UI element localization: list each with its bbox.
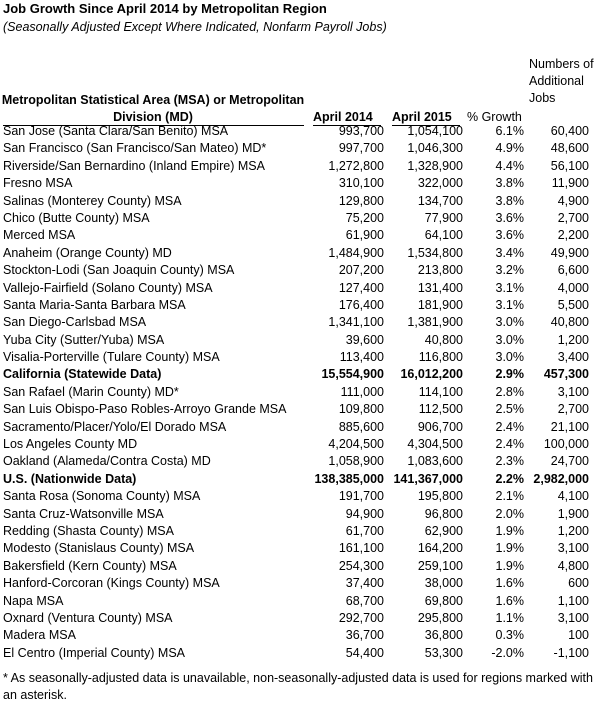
table-row [0, 523, 604, 540]
cell-april-2014: 68,700 [345, 593, 384, 608]
cell-april-2014: 37,400 [345, 576, 384, 591]
cell-growth: 3.1% [495, 280, 524, 295]
cell-region: Vallejo-Fairfield (Solano County) MSA [3, 280, 213, 295]
cell-april-2015: 36,800 [424, 628, 463, 643]
cell-growth: 2.9% [495, 367, 524, 382]
cell-additional-jobs: 3,100 [557, 610, 589, 625]
cell-april-2015: 116,800 [418, 350, 463, 365]
cell-additional-jobs: 1,100 [557, 593, 589, 608]
table-row [0, 506, 604, 523]
cell-additional-jobs: 2,700 [557, 402, 589, 417]
table-row [0, 453, 604, 470]
cell-region: El Centro (Imperial County) MSA [3, 645, 186, 660]
cell-region: Santa Rosa (Sonoma County) MSA [3, 489, 201, 504]
cell-april-2014: 310,100 [338, 176, 384, 191]
table-row [0, 419, 604, 436]
column-header-april-2015: April 2015 [392, 110, 452, 124]
cell-additional-jobs: 6,600 [557, 263, 589, 278]
cell-april-2014: 4,204,500 [328, 437, 384, 452]
cell-additional-jobs: 600 [568, 576, 589, 591]
column-header-april-2014: April 2014 [313, 110, 373, 124]
cell-growth: 2.5% [495, 402, 524, 417]
page-title: Job Growth Since April 2014 by Metropolitan Region [3, 1, 327, 16]
cell-april-2014: 207,200 [338, 263, 384, 278]
cell-growth: 2.1% [495, 489, 524, 504]
cell-additional-jobs: 3,100 [557, 384, 589, 399]
cell-growth: 4.4% [495, 158, 524, 173]
footnote: * As seasonally-adjusted data is unavailable, non-seasonally-adjusted data is used for regions marked with an asterisk. [3, 671, 593, 702]
cell-april-2014: 15,554,900 [321, 367, 384, 382]
cell-april-2015: 1,083,600 [407, 454, 463, 469]
cell-april-2015: 259,100 [417, 558, 463, 573]
cell-region: U.S. (Nationwide Data) [3, 471, 137, 486]
cell-additional-jobs: 24,700 [550, 454, 589, 469]
cell-additional-jobs: 48,600 [550, 141, 589, 156]
cell-region: Merced MSA [3, 228, 76, 243]
cell-april-2014: 1,341,100 [328, 315, 384, 330]
cell-growth: 3.6% [495, 228, 524, 243]
table-row [0, 280, 604, 297]
cell-april-2015: 64,100 [424, 228, 463, 243]
cell-april-2014: 111,000 [340, 384, 384, 399]
table-row [0, 488, 604, 505]
cell-april-2015: 112,500 [418, 402, 463, 417]
cell-april-2015: 295,800 [417, 610, 463, 625]
cell-growth: 2.0% [495, 506, 524, 521]
table-row [0, 245, 604, 262]
cell-region: San Luis Obispo-Paso Robles-Arroyo Grande MSA [3, 402, 287, 417]
table-row [0, 558, 604, 575]
cell-additional-jobs: 100,000 [543, 437, 589, 452]
cell-region: Napa MSA [3, 593, 64, 608]
cell-growth: 2.3% [495, 454, 524, 469]
cell-growth: 1.6% [495, 576, 524, 591]
table-row [0, 366, 604, 383]
cell-april-2014: 127,400 [338, 280, 384, 295]
cell-additional-jobs: 40,800 [550, 315, 589, 330]
table-row [0, 645, 604, 662]
table-row [0, 123, 604, 140]
cell-additional-jobs: 1,200 [557, 523, 589, 538]
cell-region: Salinas (Monterey County) MSA [3, 193, 182, 208]
cell-region: Fresno MSA [3, 176, 73, 191]
cell-region: Los Angeles County MD [3, 437, 138, 452]
cell-region: Oxnard (Ventura County) MSA [3, 610, 173, 625]
cell-additional-jobs: 56,100 [550, 158, 589, 173]
cell-april-2014: 997,700 [338, 141, 384, 156]
table-row [0, 401, 604, 418]
cell-april-2015: 213,800 [417, 263, 463, 278]
column-header-additional-jobs: Numbers of Additional Jobs [529, 57, 594, 105]
table-row [0, 140, 604, 157]
table-row [0, 158, 604, 175]
cell-region: San Rafael (Marin County) MD* [3, 384, 179, 399]
cell-additional-jobs: 11,900 [551, 176, 589, 191]
cell-april-2014: 61,900 [345, 228, 384, 243]
cell-additional-jobs: 4,000 [557, 280, 589, 295]
cell-growth: 1.9% [495, 541, 524, 556]
cell-april-2014: 94,900 [345, 506, 384, 521]
cell-additional-jobs: 4,800 [557, 558, 589, 573]
cell-additional-jobs: 4,100 [557, 489, 589, 504]
cell-april-2014: 138,385,000 [314, 471, 384, 486]
cell-april-2015: 1,046,300 [407, 141, 463, 156]
cell-april-2015: 1,328,900 [407, 158, 463, 173]
cell-additional-jobs: 1,200 [557, 332, 589, 347]
cell-region: California (Statewide Data) [3, 367, 162, 382]
cell-growth: 0.3% [495, 628, 524, 643]
cell-april-2014: 161,100 [338, 541, 384, 556]
cell-april-2015: 1,381,900 [407, 315, 463, 330]
cell-april-2015: 4,304,500 [407, 437, 463, 452]
cell-additional-jobs: 4,900 [557, 193, 589, 208]
cell-april-2014: 993,700 [338, 124, 384, 138]
cell-region: San Diego-Carlsbad MSA [3, 315, 147, 330]
cell-april-2015: 906,700 [417, 419, 463, 434]
cell-region: San Jose (Santa Clara/San Benito) MSA [3, 124, 229, 138]
cell-april-2015: 1,054,100 [407, 124, 463, 138]
cell-additional-jobs: 3,400 [557, 350, 589, 365]
cell-april-2014: 1,272,800 [328, 158, 384, 173]
cell-additional-jobs: 60,400 [550, 124, 589, 138]
cell-growth: 2.4% [495, 419, 524, 434]
cell-region: San Francisco (San Francisco/San Mateo) MD* [3, 141, 267, 156]
table-row [0, 610, 604, 627]
cell-april-2014: 1,058,900 [328, 454, 384, 469]
cell-growth: 2.8% [495, 384, 524, 399]
cell-region: Visalia-Porterville (Tulare County) MSA [3, 350, 220, 365]
cell-growth: 1.9% [495, 558, 524, 573]
cell-region: Santa Cruz-Watsonville MSA [3, 506, 164, 521]
table-row [0, 349, 604, 366]
cell-april-2015: 96,800 [424, 506, 463, 521]
cell-april-2015: 53,300 [424, 645, 463, 660]
cell-additional-jobs: 49,900 [550, 245, 589, 260]
data-table [0, 123, 604, 662]
column-header-growth: % Growth [467, 110, 522, 124]
cell-april-2015: 181,900 [417, 297, 463, 312]
cell-additional-jobs: 21,100 [550, 419, 589, 434]
cell-april-2015: 114,100 [418, 384, 463, 399]
cell-april-2014: 292,700 [338, 610, 384, 625]
cell-additional-jobs: 2,700 [557, 210, 589, 225]
cell-april-2014: 36,700 [345, 628, 384, 643]
table-row [0, 593, 604, 610]
cell-april-2014: 176,400 [338, 297, 384, 312]
cell-april-2014: 129,800 [338, 193, 384, 208]
table-row [0, 627, 604, 644]
cell-april-2015: 62,900 [424, 523, 463, 538]
cell-growth: 3.8% [495, 176, 524, 191]
cell-region: Chico (Butte County) MSA [3, 210, 150, 225]
table-row [0, 297, 604, 314]
cell-april-2015: 164,200 [417, 541, 463, 556]
cell-growth: 4.9% [495, 141, 524, 156]
cell-april-2015: 16,012,200 [400, 367, 463, 382]
table-row [0, 540, 604, 557]
cell-region: Bakersfield (Kern County) MSA [3, 558, 177, 573]
cell-april-2014: 109,800 [338, 402, 384, 417]
cell-growth: -2.0% [491, 645, 524, 660]
cell-growth: 3.4% [495, 245, 524, 260]
cell-region: Riverside/San Bernardino (Inland Empire) MSA [3, 158, 265, 173]
cell-april-2015: 322,000 [417, 176, 463, 191]
cell-growth: 1.9% [495, 523, 524, 538]
cell-growth: 2.2% [495, 471, 524, 486]
cell-additional-jobs: 3,100 [557, 541, 589, 556]
cell-april-2015: 141,367,000 [393, 471, 463, 486]
table-row [0, 314, 604, 331]
cell-april-2015: 131,400 [417, 280, 463, 295]
cell-april-2015: 40,800 [424, 332, 463, 347]
cell-april-2014: 54,400 [345, 645, 384, 660]
table-row [0, 227, 604, 244]
cell-region: Sacramento/Placer/Yolo/El Dorado MSA [3, 419, 227, 434]
table-row [0, 175, 604, 192]
cell-region: Stockton-Lodi (San Joaquin County) MSA [3, 263, 235, 278]
cell-growth: 3.6% [495, 210, 524, 225]
cell-region: Hanford-Corcoran (Kings County) MSA [3, 576, 220, 591]
cell-april-2014: 61,700 [345, 523, 384, 538]
table-row [0, 384, 604, 401]
cell-april-2015: 195,800 [417, 489, 463, 504]
cell-growth: 3.8% [495, 193, 524, 208]
table-row [0, 436, 604, 453]
cell-region: Madera MSA [3, 628, 76, 643]
cell-april-2015: 38,000 [424, 576, 463, 591]
cell-growth: 1.1% [495, 610, 524, 625]
table-row [0, 471, 604, 488]
cell-region: Anaheim (Orange County) MD [3, 245, 172, 260]
cell-april-2014: 1,484,900 [328, 245, 384, 260]
cell-additional-jobs: 2,200 [557, 228, 589, 243]
column-header-msa: Metropolitan Statistical Area (MSA) or Metropolitan Division (MD) [1, 93, 305, 124]
cell-growth: 3.0% [495, 332, 524, 347]
cell-april-2014: 191,700 [338, 489, 384, 504]
cell-region: Oakland (Alameda/Contra Costa) MD [3, 454, 211, 469]
cell-april-2014: 39,600 [345, 332, 384, 347]
table-row [0, 210, 604, 227]
cell-growth: 3.0% [495, 350, 524, 365]
cell-april-2014: 254,300 [338, 558, 384, 573]
cell-region: Santa Maria-Santa Barbara MSA [3, 297, 186, 312]
cell-april-2014: 75,200 [345, 210, 384, 225]
cell-growth: 2.4% [495, 437, 524, 452]
table-row [0, 332, 604, 349]
cell-april-2015: 134,700 [417, 193, 463, 208]
cell-growth: 6.1% [495, 124, 524, 138]
cell-region: Yuba City (Sutter/Yuba) MSA [3, 332, 165, 347]
cell-additional-jobs: -1,100 [553, 645, 589, 660]
table-row [0, 193, 604, 210]
cell-growth: 3.1% [495, 297, 524, 312]
table-row [0, 575, 604, 592]
cell-additional-jobs: 100 [568, 628, 589, 643]
cell-april-2015: 69,800 [424, 593, 463, 608]
cell-april-2015: 77,900 [424, 210, 463, 225]
cell-additional-jobs: 2,982,000 [533, 471, 589, 486]
page-subtitle: (Seasonally Adjusted Except Where Indicated, Nonfarm Payroll Jobs) [3, 20, 387, 34]
cell-growth: 3.2% [495, 263, 524, 278]
cell-additional-jobs: 1,900 [557, 506, 589, 521]
cell-additional-jobs: 457,300 [543, 367, 589, 382]
cell-april-2015: 1,534,800 [407, 245, 463, 260]
table-row [0, 262, 604, 279]
cell-april-2014: 113,400 [339, 350, 384, 365]
cell-growth: 3.0% [495, 315, 524, 330]
cell-region: Redding (Shasta County) MSA [3, 523, 174, 538]
cell-april-2014: 885,600 [338, 419, 384, 434]
cell-additional-jobs: 5,500 [557, 297, 589, 312]
cell-growth: 1.6% [495, 593, 524, 608]
cell-region: Modesto (Stanislaus County) MSA [3, 541, 195, 556]
